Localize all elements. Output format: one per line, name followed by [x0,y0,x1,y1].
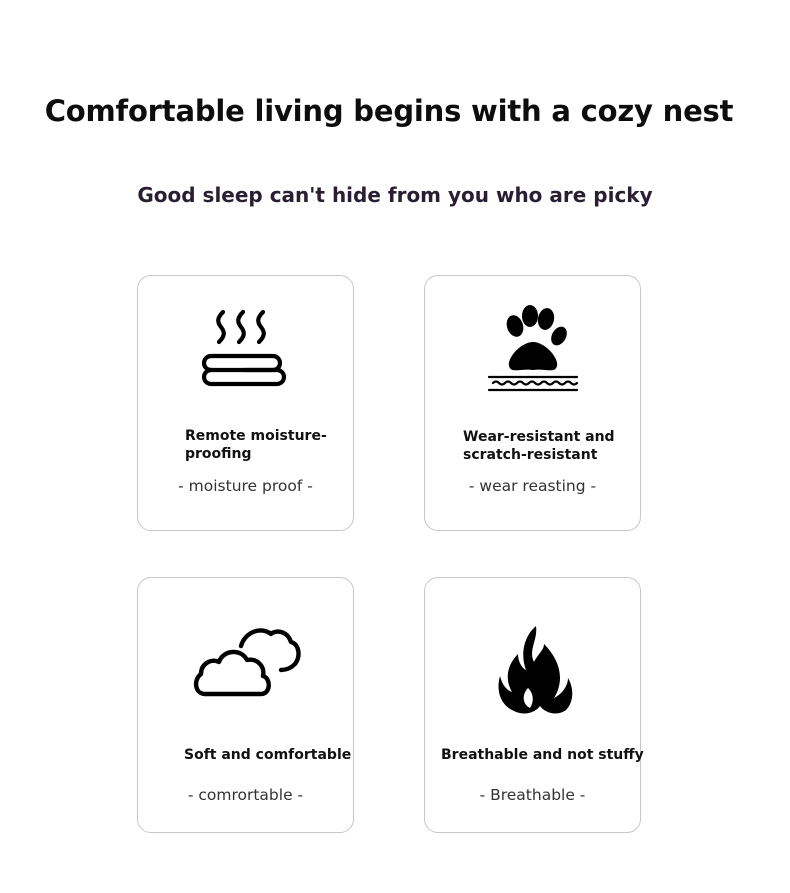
feature-card-wear-resistant [424,275,641,531]
feature-subtitle: - comrortable - [187,786,304,804]
paw-print-icon [425,304,640,396]
feature-card-soft-comfortable [137,577,354,833]
feature-title: Breathable and not stuffy [441,747,644,763]
flame-icon [425,624,640,716]
feature-subtitle: - wear reasting - [468,477,597,495]
cloud-icon [138,624,353,704]
feature-card-moisture-proof [137,275,354,531]
feature-title-line2: proofing [185,446,252,462]
feature-title: Wear-resistant and [463,429,615,445]
feature-subtitle: - moisture proof - [178,477,313,495]
feature-title-line2: scratch-resistant [463,447,598,463]
feature-title: Soft and comfortable [184,747,352,763]
page-title: Comfortable living begins with a cozy nest [44,94,734,128]
feature-title: Remote moisture- [185,428,327,444]
page-subtitle: Good sleep can't hide from you who are picky [137,183,653,207]
feature-subtitle: - Breathable - [479,786,586,804]
steam-heat-icon [138,306,353,396]
feature-card-breathable [424,577,644,833]
